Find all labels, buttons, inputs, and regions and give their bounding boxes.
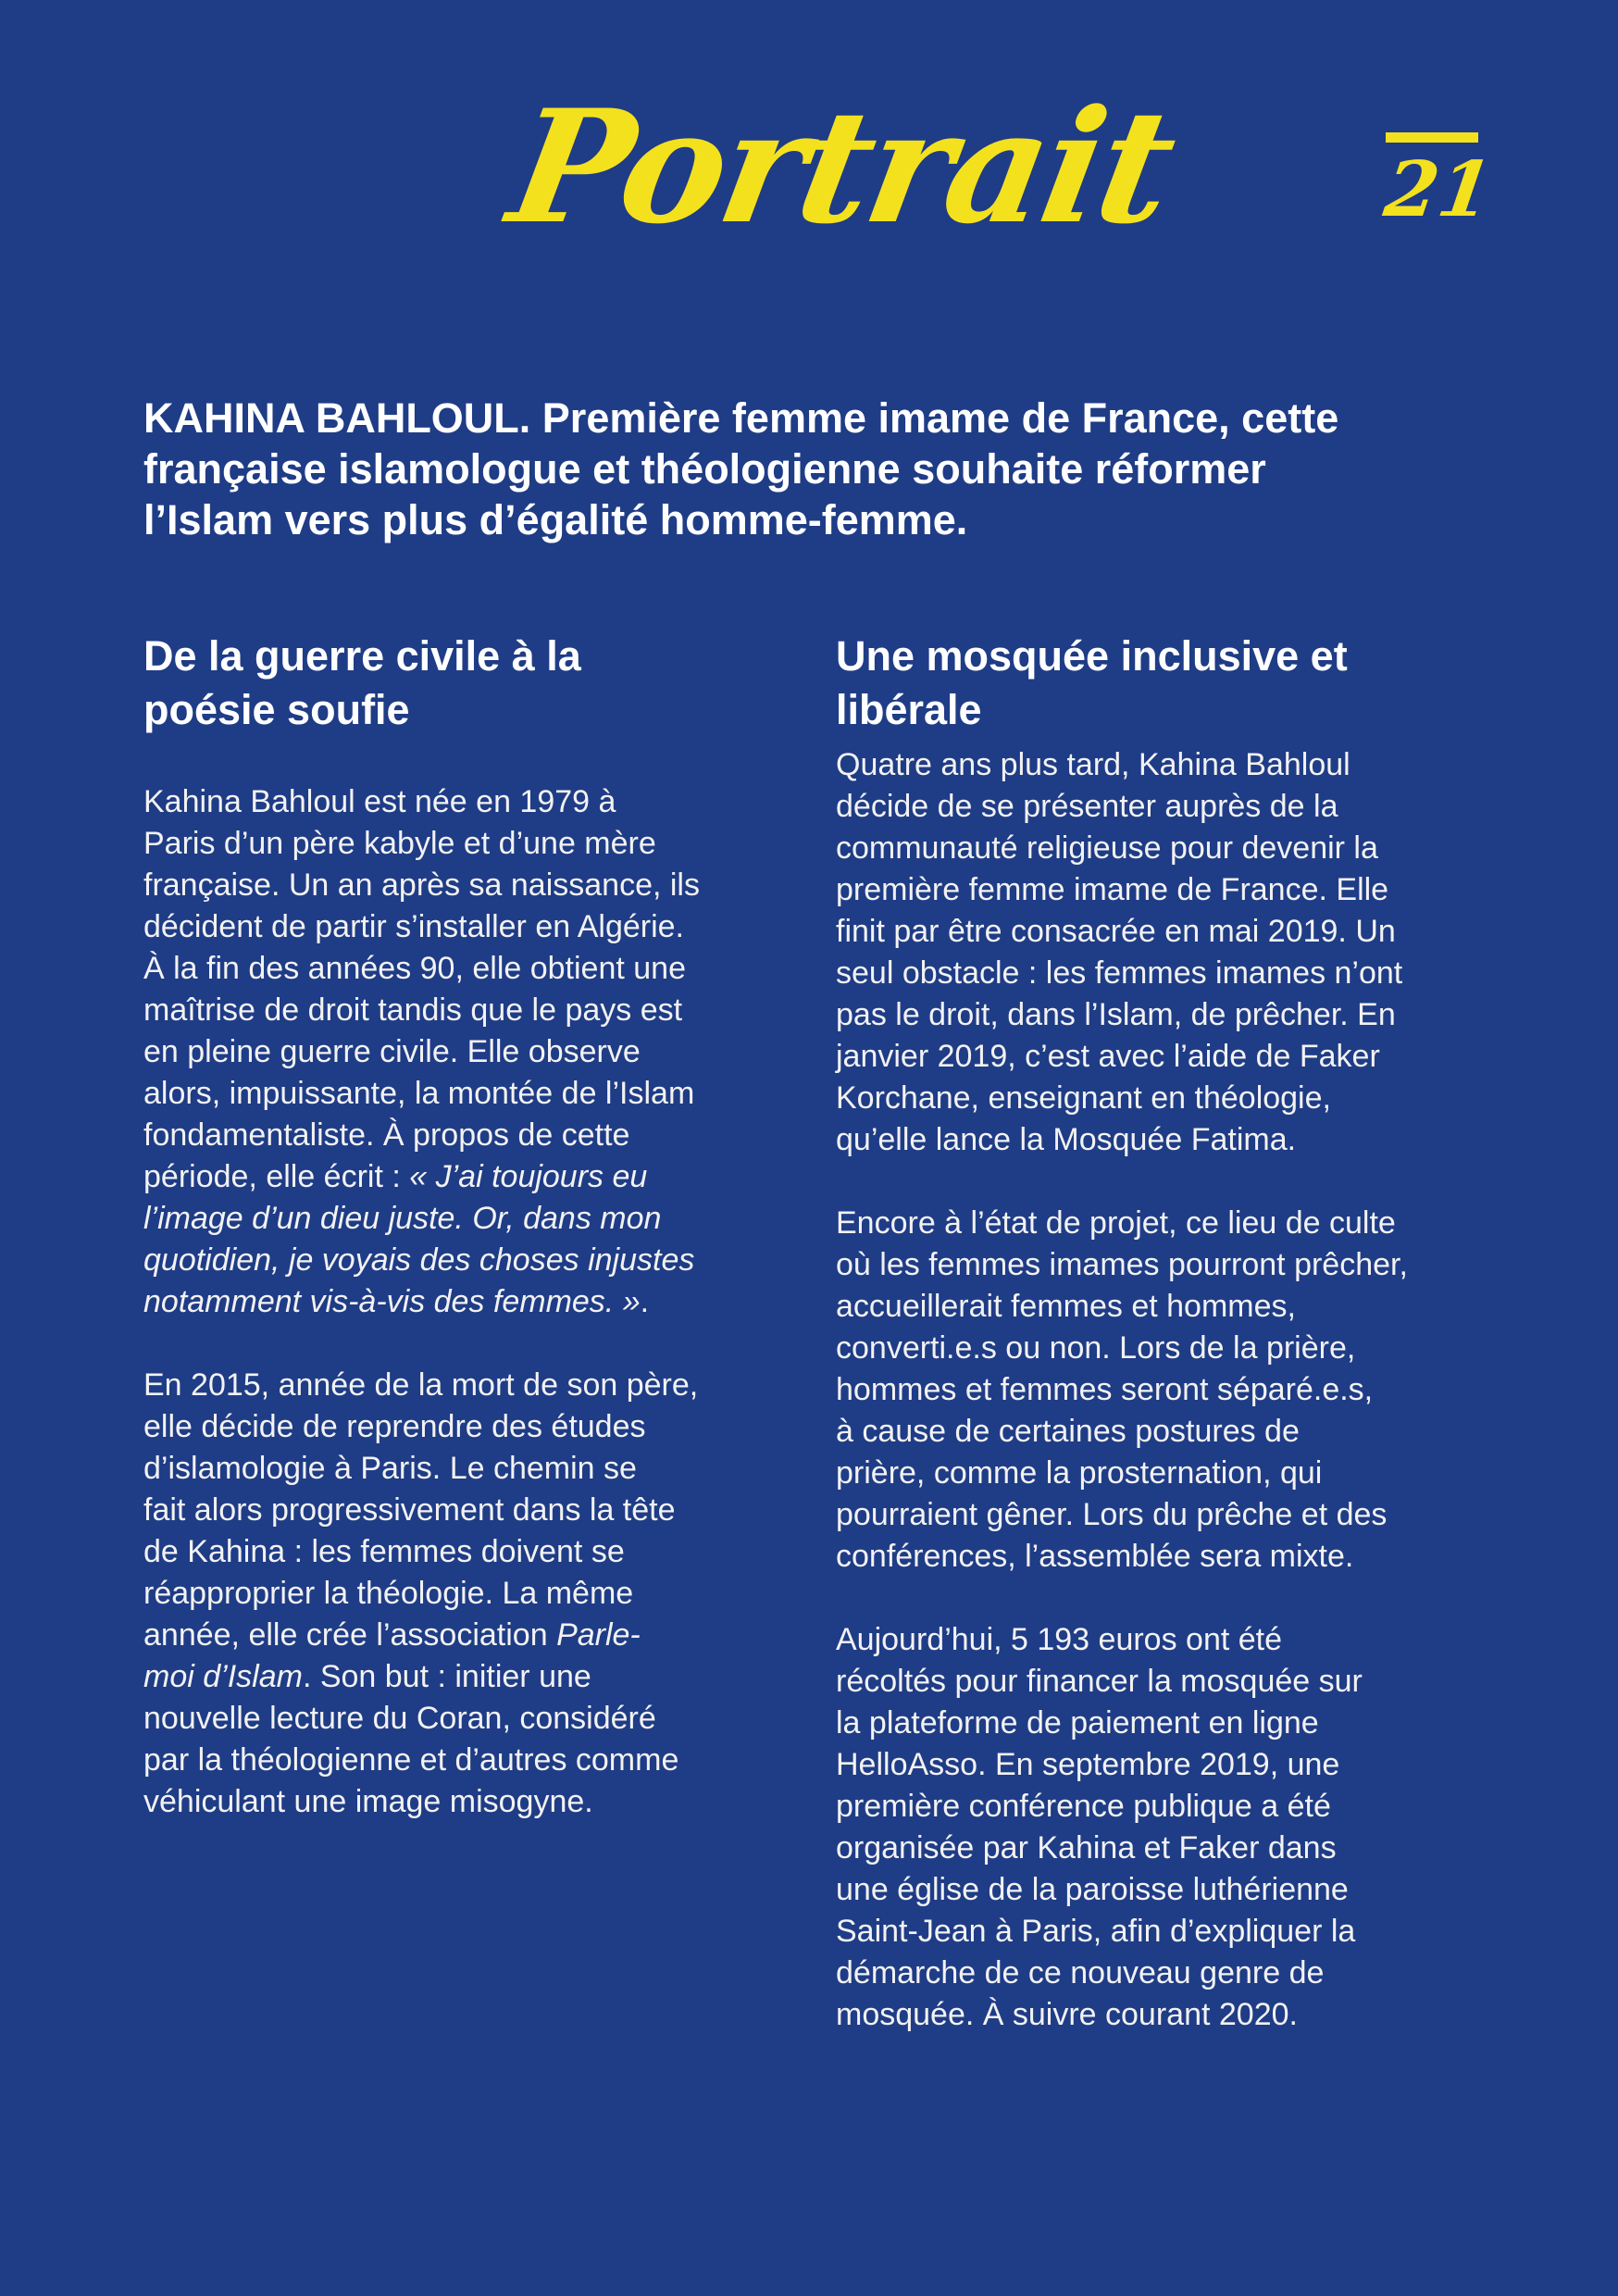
text-line bbox=[143, 990, 745, 1031]
text-segment: de Kahina : les femmes doivent se bbox=[143, 1534, 625, 1569]
italic-text-segment: l’image d’un dieu juste. Or, dans mon bbox=[143, 1201, 662, 1236]
text-segment: alors, impuissante, la montée de l’Islam bbox=[143, 1076, 695, 1111]
heading-line bbox=[836, 683, 1512, 737]
heading-right bbox=[836, 630, 1512, 737]
text-segment: d’islamologie à Paris. Le chemin se bbox=[143, 1451, 637, 1486]
body-right bbox=[836, 744, 1512, 2036]
text-line bbox=[836, 744, 1512, 786]
text-line bbox=[143, 1031, 745, 1073]
text-segment: Kahina Bahloul est née en 1979 à bbox=[143, 784, 616, 819]
text-line bbox=[836, 1994, 1512, 2036]
text-segment: en pleine guerre civile. Elle observe bbox=[143, 1034, 641, 1069]
text-segment: conférences, l’assemblée sera mixte. bbox=[836, 1539, 1354, 1574]
text-line bbox=[836, 1703, 1512, 1744]
text-line bbox=[836, 1619, 1512, 1661]
text-line bbox=[143, 1240, 745, 1281]
text-line bbox=[143, 1615, 745, 1656]
text-line bbox=[836, 1828, 1512, 1869]
heading-line bbox=[143, 630, 745, 683]
text-line bbox=[143, 1073, 745, 1115]
text-segment: En 2015, année de la mort de son père, bbox=[143, 1367, 699, 1403]
text-segment: HelloAsso. En septembre 2019, une bbox=[836, 1747, 1340, 1782]
body-left bbox=[143, 781, 745, 1823]
text-segment: récoltés pour financer la mosquée sur bbox=[836, 1664, 1363, 1699]
text-line bbox=[836, 1369, 1512, 1411]
text-line bbox=[143, 948, 745, 990]
text-line bbox=[143, 1365, 745, 1406]
text-line bbox=[143, 1573, 745, 1615]
text-line bbox=[836, 1494, 1512, 1536]
text-line bbox=[143, 1198, 745, 1240]
paragraph bbox=[836, 744, 1512, 1161]
italic-text-segment: moi d’Islam bbox=[143, 1659, 303, 1694]
page-number-rule bbox=[1386, 132, 1478, 143]
paragraph bbox=[143, 781, 745, 1323]
text-segment: Saint-Jean à Paris, afin d’expliquer la bbox=[836, 1914, 1356, 1949]
text-segment: communauté religieuse pour devenir la bbox=[836, 830, 1378, 866]
text-segment: démarche de ce nouveau genre de bbox=[836, 1955, 1325, 1990]
text-line bbox=[143, 1156, 745, 1198]
text-segment: De la guerre civile à la bbox=[143, 632, 581, 680]
text-segment: Encore à l’état de projet, ce lieu de culte bbox=[836, 1205, 1396, 1241]
text-segment: Paris d’un père kabyle et d’une mère bbox=[143, 826, 656, 861]
text-segment: l’Islam vers plus d’égalité homme-femme. bbox=[143, 496, 968, 543]
text-segment: par la théologienne et d’autres comme bbox=[143, 1742, 679, 1778]
column-left bbox=[143, 630, 745, 2036]
text-line bbox=[143, 1406, 745, 1448]
text-line bbox=[143, 1115, 745, 1156]
intro-chapo bbox=[143, 393, 1513, 545]
text-segment: qu’elle lance la Mosquée Fatima. bbox=[836, 1122, 1297, 1157]
page-number: 21 bbox=[1379, 145, 1498, 234]
text-segment: janvier 2019, c’est avec l’aide de Faker bbox=[836, 1039, 1380, 1074]
text-line bbox=[836, 1953, 1512, 1994]
columns bbox=[143, 630, 1512, 2036]
text-line bbox=[836, 953, 1512, 994]
heading-line bbox=[143, 683, 745, 737]
text-segment: converti.e.s ou non. Lors de la prière, bbox=[836, 1330, 1356, 1366]
text-line bbox=[143, 865, 745, 906]
text-line bbox=[143, 781, 745, 823]
text-segment: la plateforme de paiement en ligne bbox=[836, 1705, 1319, 1741]
heading-left bbox=[143, 630, 745, 737]
text-line bbox=[143, 1448, 745, 1490]
text-line bbox=[143, 1740, 745, 1781]
text-line bbox=[143, 906, 745, 948]
text-line bbox=[836, 1661, 1512, 1703]
text-line bbox=[836, 1869, 1512, 1911]
text-line bbox=[143, 1490, 745, 1531]
text-line bbox=[836, 1911, 1512, 1953]
text-segment: une église de la paroisse luthérienne bbox=[836, 1872, 1349, 1907]
italic-text-segment: quotidien, je voyais des choses injustes bbox=[143, 1242, 695, 1278]
text-segment: libérale bbox=[836, 686, 982, 733]
text-segment: pas le droit, dans l’Islam, de prêcher. En bbox=[836, 997, 1396, 1032]
text-line bbox=[836, 1078, 1512, 1119]
text-segment: décident de partir s’installer en Algérie. bbox=[143, 909, 684, 944]
text-line bbox=[836, 869, 1512, 911]
intro-line bbox=[143, 443, 1513, 494]
text-segment: organisée par Kahina et Faker dans bbox=[836, 1830, 1337, 1866]
text-segment: Une mosquée inclusive et bbox=[836, 632, 1348, 680]
text-segment: Korchane, enseignant en théologie, bbox=[836, 1080, 1331, 1116]
paragraph bbox=[836, 1619, 1512, 2036]
text-segment: française islamologue et théologienne souhaite réformer bbox=[143, 445, 1266, 493]
text-line bbox=[143, 1698, 745, 1740]
text-line bbox=[836, 1119, 1512, 1161]
text-segment: véhiculant une image misogyne. bbox=[143, 1784, 593, 1819]
intro-line bbox=[143, 494, 1513, 545]
text-segment: elle décide de reprendre des études bbox=[143, 1409, 646, 1444]
text-line bbox=[836, 1453, 1512, 1494]
text-segment: . bbox=[640, 1284, 650, 1319]
text-segment: fait alors progressivement dans la tête bbox=[143, 1492, 676, 1528]
text-segment: finit par être consacrée en mai 2019. Un bbox=[836, 914, 1396, 949]
text-line bbox=[836, 911, 1512, 953]
text-line bbox=[143, 823, 745, 865]
text-segment: décide de se présenter auprès de la bbox=[836, 789, 1338, 824]
paragraph bbox=[143, 1365, 745, 1823]
text-segment: nouvelle lecture du Coran, considéré bbox=[143, 1701, 656, 1736]
text-segment: poésie soufie bbox=[143, 686, 410, 733]
heading-line bbox=[836, 630, 1512, 683]
text-line bbox=[836, 1244, 1512, 1286]
text-segment: seul obstacle : les femmes imames n’ont bbox=[836, 955, 1403, 991]
text-line bbox=[143, 1531, 745, 1573]
text-segment: française. Un an après sa naissance, ils bbox=[143, 867, 700, 903]
text-line bbox=[836, 1036, 1512, 1078]
text-segment: prière, comme la prosternation, qui bbox=[836, 1455, 1323, 1491]
text-line bbox=[143, 1656, 745, 1698]
text-line bbox=[143, 1281, 745, 1323]
text-segment: première femme imame de France. Elle bbox=[836, 872, 1389, 907]
intro-line bbox=[143, 393, 1513, 443]
text-segment: hommes et femmes seront séparé.e.s, bbox=[836, 1372, 1374, 1407]
italic-text-segment: Parle- bbox=[556, 1617, 641, 1653]
text-segment: Quatre ans plus tard, Kahina Bahloul bbox=[836, 747, 1350, 782]
text-segment: première conférence publique a été bbox=[836, 1789, 1331, 1824]
text-segment: KAHINA BAHLOUL. Première femme imame de France, cette bbox=[143, 394, 1339, 442]
text-line bbox=[836, 1411, 1512, 1453]
text-segment: pourraient gêner. Lors du prêche et des bbox=[836, 1497, 1388, 1532]
text-line bbox=[836, 1203, 1512, 1244]
text-segment: à cause de certaines postures de bbox=[836, 1414, 1300, 1449]
text-line bbox=[836, 1328, 1512, 1369]
text-line bbox=[836, 828, 1512, 869]
page-number-block bbox=[1379, 132, 1498, 234]
text-segment: . Son but : initier une bbox=[302, 1659, 591, 1694]
text-segment: année, elle crée l’association bbox=[143, 1617, 557, 1653]
column-right bbox=[836, 630, 1512, 2036]
italic-text-segment: notamment vis-à-vis des femmes. » bbox=[143, 1284, 641, 1319]
text-segment: accueillerait femmes et hommes, bbox=[836, 1289, 1296, 1324]
paragraph bbox=[836, 1203, 1512, 1578]
text-segment: fondamentaliste. À propos de cette bbox=[143, 1117, 630, 1153]
text-segment: mosquée. À suivre courant 2020. bbox=[836, 1997, 1298, 2032]
section-title: Portrait bbox=[498, 75, 1185, 258]
text-line bbox=[836, 786, 1512, 828]
text-segment: période, elle écrit : bbox=[143, 1159, 410, 1194]
text-segment: À la fin des années 90, elle obtient une bbox=[143, 951, 686, 986]
text-segment: maîtrise de droit tandis que le pays est bbox=[143, 992, 683, 1028]
text-line bbox=[836, 994, 1512, 1036]
italic-text-segment: « J’ai toujours eu bbox=[409, 1159, 648, 1194]
text-line bbox=[836, 1744, 1512, 1786]
text-segment: Aujourd’hui, 5 193 euros ont été bbox=[836, 1622, 1283, 1657]
text-line bbox=[836, 1536, 1512, 1578]
text-line bbox=[143, 1781, 745, 1823]
text-line bbox=[836, 1286, 1512, 1328]
text-segment: réapproprier la théologie. La même bbox=[143, 1576, 634, 1611]
text-segment: où les femmes imames pourront prêcher, bbox=[836, 1247, 1408, 1282]
text-line bbox=[836, 1786, 1512, 1828]
